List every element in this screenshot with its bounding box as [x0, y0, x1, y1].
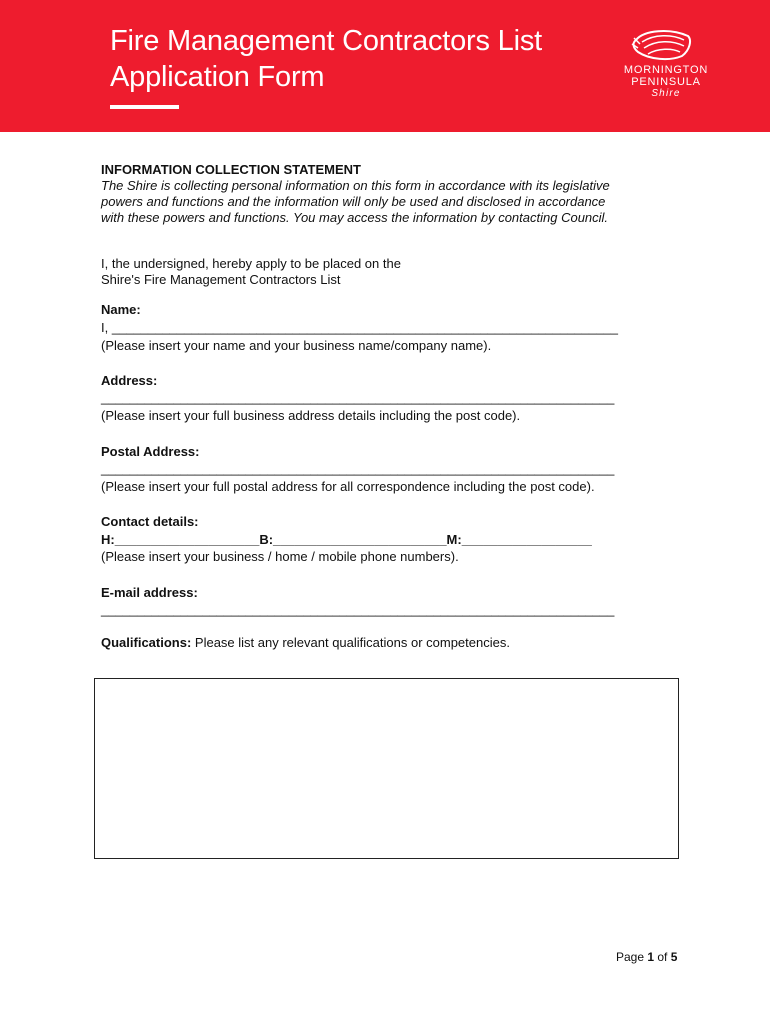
address-field[interactable]: _______________________________________________________________________: [101, 390, 615, 405]
address-label: Address:: [101, 373, 158, 388]
page-of: of: [654, 950, 671, 964]
intro-line: I, the undersigned, hereby apply to be placed on the: [101, 256, 401, 271]
page-current: 1: [647, 950, 655, 964]
contact-phone-fields[interactable]: H:____________________B:________________________M:__________________: [101, 532, 592, 547]
page-number: [616, 950, 677, 964]
qualifications-prompt: [101, 635, 510, 651]
logo-text-peninsula: PENINSULA: [631, 76, 701, 88]
name-label: Name:: [101, 302, 141, 317]
form-title-line2: Application Form: [110, 61, 325, 93]
title-underline: [110, 105, 179, 109]
page-word: Page: [616, 950, 648, 964]
page-total: 5: [670, 950, 678, 964]
statement-line: The Shire is collecting personal information on this form in accordance with its legislative: [101, 178, 610, 193]
intro-line: Shire's Fire Management Contractors List: [101, 272, 341, 287]
header-banner: [0, 0, 770, 132]
postal-address-label: Postal Address:: [101, 444, 200, 459]
email-field[interactable]: _______________________________________________________________________: [101, 602, 615, 617]
logo-text-mornington: MORNINGTON: [623, 64, 709, 76]
form-title-line1: Fire Management Contractors List: [110, 25, 542, 57]
statement-line: powers and functions and the information will only be used and disclosed in accordance: [101, 194, 606, 209]
shire-logo: [604, 28, 728, 102]
statement-line: with these powers and functions. You may access the information by contacting Council.: [101, 210, 609, 225]
contact-details-label: Contact details:: [101, 514, 199, 529]
name-hint: (Please insert your name and your business name/company name).: [101, 338, 492, 353]
qualifications-label: Qualifications:: [101, 635, 192, 650]
qualifications-text: Please list any relevant qualifications or competencies.: [191, 635, 510, 650]
postal-address-hint: (Please insert your full postal address for all correspondence including the post code).: [101, 479, 595, 494]
email-label: E-mail address:: [101, 585, 198, 600]
logo-text-shire: Shire: [651, 88, 681, 99]
address-hint: (Please insert your full business address details including the post code).: [101, 408, 521, 423]
name-field[interactable]: I, ______________________________________________________________________: [101, 320, 618, 335]
contact-details-hint: (Please insert your business / home / mobile phone numbers).: [101, 549, 459, 564]
postal-address-field[interactable]: _______________________________________________________________________: [101, 461, 615, 476]
statement-heading: INFORMATION COLLECTION STATEMENT: [101, 162, 361, 177]
qualifications-textbox[interactable]: [94, 678, 679, 859]
shell-icon: [630, 28, 694, 62]
